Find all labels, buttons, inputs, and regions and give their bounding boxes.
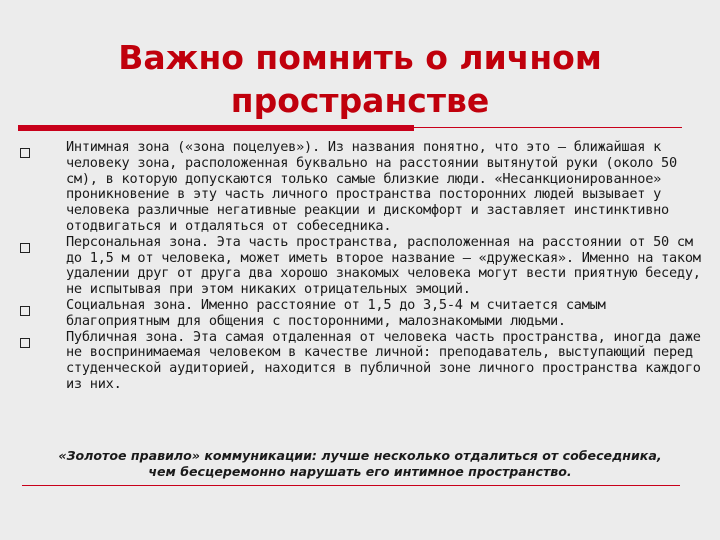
list-item	[0, 235, 720, 298]
bullet-text-personal-zone: Персональная зона. Эта часть пространства, расположенная на расстоянии от 50 см до 1,5 м от человека, может иметь второе название — «дружеская». Именно на таком удалении друг от друга два хорошо знакомых человека могут вести приятную беседу, не испытывая при этом никаких отрицательных эмоций.	[66, 233, 701, 298]
golden-rule-note	[20, 448, 700, 480]
golden-rule-line-1: «Золотое правило» коммуникации: лучше несколько отдалиться от собеседника,	[58, 448, 662, 463]
list-item	[0, 330, 720, 393]
title-underline-thick	[18, 125, 414, 131]
page-title	[60, 36, 660, 122]
title-line-1: Важно помнить о личном	[118, 38, 602, 77]
square-bullet-icon	[20, 338, 30, 348]
title-underline-thin	[414, 127, 682, 128]
footer-divider	[22, 485, 680, 486]
list-item	[0, 298, 720, 330]
square-bullet-icon	[20, 243, 30, 253]
bullet-text-intimate-zone: Интимная зона («зона поцелуев»). Из названия понятно, что это — ближайшая к человеку зона, расположенная буквально на расстоянии вытянутой руки (около 50 см), в которую допускаются только самые близкие люди. «Несанкционированное» проникновение в эту часть личного пространства посторонних людей вызывает у человека различные негативные реакции и дискомфорт и заставляет инстинктивно отодвигаться и отдаляться от собеседника.	[66, 139, 677, 234]
bullet-text-social-zone: Социальная зона. Именно расстояние от 1,5 до 3,5-4 м считается самым благоприятным для общения с посторонними, малознакомыми людьми.	[66, 296, 606, 329]
title-line-2: пространстве	[230, 81, 490, 120]
bullet-list	[0, 140, 720, 393]
square-bullet-icon	[20, 306, 30, 316]
square-bullet-icon	[20, 148, 30, 158]
golden-rule-line-2: чем бесцеремонно нарушать его интимное пространство.	[148, 464, 572, 479]
list-item	[0, 140, 720, 235]
bullet-text-public-zone: Публичная зона. Эта самая отдаленная от человека часть пространства, иногда даже не воспринимаемая человеком в качестве личной: преподаватель, выступающий перед студенческой аудиторией, находится в публичной зоне личного пространства каждого из них.	[66, 328, 701, 392]
